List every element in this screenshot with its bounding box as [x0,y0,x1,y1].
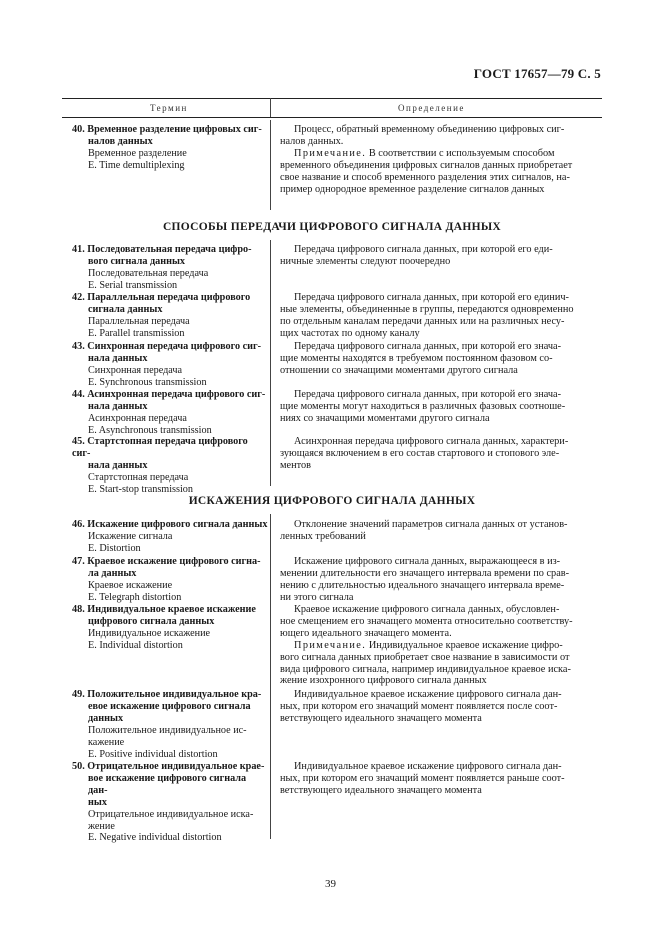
definition-line: отношении со значащими моментами другого сигнала [280,364,518,376]
term-title-line: 41. Последовательная передача цифро- [72,244,252,255]
term-title-line: евое искажение цифрового сигнала [88,700,251,712]
term-synonym: Индивидуальное искажение [88,627,211,639]
term-title-line: сигнала данных [88,303,163,315]
term-entry-44 [72,389,268,437]
definition-45 [280,436,598,472]
definition-line: ветствующего идеального значащего момента [280,712,482,724]
definition-line: Индивидуальное краевое искажение цифрового сигнала дан- [294,689,562,700]
definition-41 [280,244,598,268]
document-header: ГОСТ 17657—79 С. 5 [473,66,601,81]
term-synonym: Стартстопная передача [88,471,189,483]
definition-line: ни этого сигнала [280,591,354,603]
definition-line: нению с длительностью идеального значащего интервала време- [280,579,565,591]
term-english: E. Individual distortion [88,639,183,651]
term-title-line: ных [88,796,107,808]
column-divider [270,120,271,210]
term-english: E. Positive individual distortion [88,748,218,760]
term-title-line: нала данных [88,352,148,364]
note-line: вого сигнала данных приобретает свое название в зависимости от [280,651,570,663]
note-label: Примечание. [294,147,367,159]
term-english: E. Asynchronous transmission [88,424,212,436]
column-divider [270,240,271,486]
definition-line: налов данных. [280,135,344,147]
definition-line: ных, при котором его значащий момент появляется раньше соот- [280,772,565,784]
definition-line: Передача цифрового сигнала данных, при которой его единич- [294,292,569,303]
definition-line: по отдельным каналам передачи данных или на различных несу- [280,315,565,327]
definition-44 [280,389,598,425]
column-divider [270,98,271,117]
table-top-rule [62,98,602,99]
note-line: вида цифрового сигнала, например индивидуальное краевое иска- [280,663,571,675]
term-synonym: Отрицательное индивидуальное иска- [88,808,254,820]
section-title-transmission: СПОСОБЫ ПЕРЕДАЧИ ЦИФРОВОГО СИГНАЛА ДАННЫХ [162,221,502,233]
definition-line: Асинхронная передача цифрового сигнала данных, характери- [294,436,569,447]
term-english: E. Synchronous transmission [88,376,207,388]
definition-line: Передача цифрового сигнала данных, при которой его еди- [294,244,553,255]
term-entry-40 [72,124,268,172]
term-title-line: нала данных [88,400,148,412]
definition-line: Процесс, обратный временному объединению цифровых сиг- [294,124,565,135]
term-title-line: вое искажение цифрового сигнала дан- [88,772,247,796]
term-english: E. Time demultiplexing [88,159,185,171]
term-english: E. Telegraph distortion [88,591,182,603]
term-title-line: 49. Положительное индивидуальное кра- [72,689,262,700]
term-english: E. Start-stop transmission [88,483,193,495]
definition-48 [280,604,598,687]
term-synonym: Временное разделение [88,147,187,159]
note-line: свое название и способ временного разделения этих сигналов, на- [280,171,570,183]
term-english: E. Parallel transmission [88,327,185,339]
term-entry-50 [72,761,268,844]
definition-42 [280,292,598,340]
term-title-line: 40. Временное разделение цифровых сиг- [72,124,262,135]
term-title-line: налов данных [88,135,153,147]
term-title-line: вого сигнала данных [88,255,185,267]
term-title-line: нала данных [88,459,148,471]
definition-line: менении длительности его значащего интервала времени по срав- [280,567,570,579]
term-synonym: Искажение сигнала [88,530,173,542]
column-header-term: Термин [150,103,188,113]
definition-line: щих частотах по одному каналу [280,327,420,339]
definition-line: щие моменты находятся в требуемом постоянном фазовом со- [280,352,553,364]
definition-line: ленных требований [280,530,366,542]
term-synonym: кажение [88,736,125,748]
term-synonym: Синхронная передача [88,364,183,376]
term-entry-45 [72,436,268,496]
term-title-line: 43. Синхронная передача цифрового сиг- [72,341,262,352]
term-entry-48 [72,604,268,652]
term-english: E. Negative individual distortion [88,832,222,844]
definition-line: щие моменты могут находиться в различных фазовых соотноше- [280,400,566,412]
definition-line: ные элементы, объединенные в группы, передаются одновременно [280,303,574,315]
definition-line: ничные элементы следуют поочередно [280,255,451,267]
term-title-line: 42. Параллельная передача цифрового [72,292,251,303]
page-number: 39 [325,878,336,890]
section-title-distortions: ИСКАЖЕНИЯ ЦИФРОВОГО СИГНАЛА ДАННЫХ [188,495,476,507]
term-title-line: 46. Искажение цифрового сигнала данных [72,519,268,530]
definition-line: ветствующего идеального значащего момента [280,784,482,796]
definition-line: Передача цифрового сигнала данных, при которой его знача- [294,389,562,400]
note-line: пример однородное временное разделение сигналов данных [280,183,545,195]
definition-40 [280,124,598,195]
note-line: Индивидуальное краевое искажение цифро- [366,639,563,651]
term-entry-42 [72,292,268,340]
term-title-line: ла данных [88,567,137,579]
definition-47 [280,556,598,604]
column-header-definition: Определение [398,103,465,113]
definition-line: Передача цифрового сигнала данных, при которой его знача- [294,341,562,352]
term-entry-49 [72,689,268,760]
definition-line: Индивидуальное краевое искажение цифрового сигнала дан- [294,761,562,772]
term-synonym: Краевое искажение [88,579,173,591]
column-divider [270,514,271,839]
definition-line: ментов [280,459,311,471]
note-line: временного объединения цифровых сигналов данных приобретает [280,159,573,171]
definition-43 [280,341,598,377]
definition-line: Краевое искажение цифрового сигнала данных, обусловлен- [294,604,560,615]
term-title-line: 44. Асинхронная передача цифрового сиг- [72,389,266,400]
term-title-line: 48. Индивидуальное краевое искажение [72,604,256,615]
definition-line: Отклонение значений параметров сигнала данных от установ- [294,519,568,530]
term-english: E. Serial transmission [88,279,178,291]
definition-line: ных, при котором его значащий момент появляется после соот- [280,700,558,712]
definition-line: ниях со значащими моментами другого сигнала [280,412,490,424]
term-title-line: данных [88,712,124,724]
term-entry-46 [72,519,268,555]
term-synonym: жение [88,820,115,832]
term-synonym: Положительное индивидуальное ис- [88,724,247,736]
note-line: В соответствии с используемым способом [366,147,555,159]
definition-line: ющего идеального значащего момента. [280,627,452,639]
definition-46 [280,519,598,543]
definition-50 [280,761,598,797]
term-title-line: 47. Краевое искажение цифрового сигна- [72,556,261,567]
term-title-line: 45. Стартстопная передача цифрового сиг- [72,436,248,459]
term-entry-47 [72,556,268,604]
term-entry-43 [72,341,268,389]
table-header-rule [62,117,602,118]
note-line: жение изохронного цифрового сигнала данных [280,675,487,687]
definition-line: ное смещением его значащего момента относительно соответству- [280,615,573,627]
term-synonym: Асинхронная передача [88,412,187,424]
term-title-line: 50. Отрицательное индивидуальное крае- [72,761,265,772]
term-synonym: Параллельная передача [88,315,190,327]
note-label: Примечание. [294,639,367,651]
term-title-line: цифрового сигнала данных [88,615,215,627]
term-english: E. Distortion [88,542,141,554]
term-synonym: Последовательная передача [88,267,209,279]
definition-line: зующаяся включением в его состав стартового и стопового эле- [280,447,560,459]
definition-49 [280,689,598,725]
definition-line: Искажение цифрового сигнала данных, выражающееся в из- [294,556,561,567]
term-entry-41 [72,244,268,292]
